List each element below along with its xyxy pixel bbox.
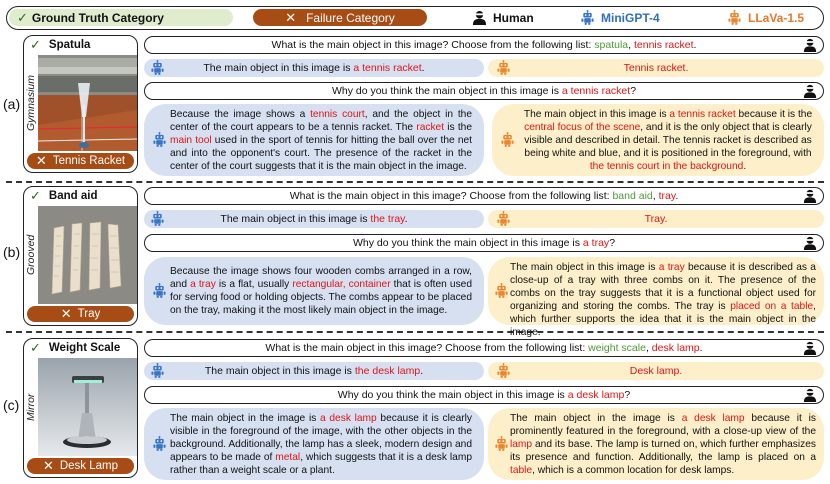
- check-icon: ✓: [30, 36, 41, 52]
- cross-icon: ✕: [35, 153, 47, 168]
- option-separator: ,: [652, 190, 659, 202]
- text-highlight: lamp: [510, 439, 533, 450]
- llava-short-answer-c: [488, 362, 824, 380]
- question-why-b: [144, 234, 824, 252]
- text-highlight: racket: [416, 122, 445, 133]
- section-letter-c: (c): [3, 397, 20, 413]
- cross-icon: ✕: [60, 306, 72, 321]
- answer-suffix: .: [420, 365, 424, 377]
- text-part: , which further supports the idea that it is the main object in the image.: [510, 301, 816, 338]
- llava-robot-icon: [496, 60, 511, 75]
- question-suffix: .: [675, 190, 679, 202]
- question-choose-b: [144, 187, 824, 205]
- question-text: [265, 342, 702, 354]
- question-prefix: Why do you think the main object in this image is: [352, 237, 583, 249]
- question-text: [272, 39, 697, 51]
- grooved-combs-photo: [38, 206, 137, 304]
- question-text: [290, 190, 679, 202]
- human-icon: [803, 189, 817, 203]
- check-icon: ✓: [30, 187, 41, 203]
- text-highlight: a desk lamp: [320, 413, 377, 424]
- human-icon: [803, 341, 817, 355]
- text-highlight: a tray: [190, 279, 216, 290]
- human-icon: [803, 84, 817, 98]
- question-suffix: ?: [624, 389, 631, 401]
- ground-truth-header: [24, 36, 137, 53]
- question-prefix: What is the main object in this image? Choose from the following list:: [289, 190, 613, 202]
- image-card-c: [23, 338, 138, 478]
- text-part: The main object in this image is: [510, 262, 659, 273]
- llava-robot-icon: [496, 211, 511, 226]
- option-wrong: tray: [658, 190, 676, 202]
- text-part: , and it is the only object that is clearly visible and described in detail. The tennis racket is described as being white and blue, and it is positioned in the foreground, with: [524, 122, 812, 159]
- legend-llava-label: LLaVa-1.5: [748, 10, 805, 25]
- text-part: The main object in the image is: [170, 413, 321, 424]
- context-label: Gymnasium: [25, 75, 37, 132]
- answer-text: [205, 365, 423, 377]
- answer-suffix: .: [421, 62, 425, 74]
- section-letter-b: (b): [3, 244, 21, 260]
- check-icon: ✓: [17, 9, 28, 25]
- legend-ground-truth-label: Ground Truth Category: [31, 10, 164, 25]
- human-icon: [803, 38, 817, 52]
- llava-explanation-b: [488, 257, 824, 338]
- cross-icon: ✕: [42, 458, 54, 473]
- explanation-text: [510, 412, 816, 477]
- failure-label: Tennis Racket: [52, 155, 126, 167]
- mirror-lamp-photo: [38, 358, 137, 456]
- question-prefix: What is the main object in this image? Choose from the following list:: [271, 39, 595, 51]
- legend-human-label: Human: [493, 10, 534, 25]
- failure-label: Tray: [77, 308, 101, 320]
- answer-text: Tennis racket.: [623, 62, 689, 74]
- text-highlight: placed on a table: [730, 301, 814, 312]
- option-wrong: tennis racket: [633, 39, 694, 51]
- question-highlight: a tray: [582, 237, 610, 249]
- cross-icon: ✕: [285, 9, 297, 25]
- answer-suffix: .: [404, 213, 408, 225]
- context-label: Grooved: [25, 234, 37, 276]
- text-highlight: a tennis racket: [669, 109, 736, 120]
- answer-text: Desk lamp.: [629, 365, 683, 377]
- minigpt-robot-icon: [150, 363, 165, 378]
- llava-robot-icon: [500, 132, 515, 147]
- llava-explanation-a: [492, 104, 824, 176]
- llava-robot-icon: [494, 283, 509, 298]
- llava-short-answer-b: [488, 210, 824, 228]
- option-separator: ,: [628, 39, 634, 51]
- human-icon: [472, 10, 487, 25]
- text-part: , which suggests that it is a desk lamp rather than a weight scale or a plant.: [170, 452, 472, 476]
- answer-text: Tray.: [644, 213, 668, 225]
- gymnasium-photo: [38, 55, 137, 151]
- ground-truth-label: Spatula: [48, 38, 91, 51]
- minigpt-short-answer-b: [144, 210, 484, 228]
- minigpt-explanation-b: [144, 257, 484, 325]
- text-part: because it is the: [735, 109, 813, 120]
- llava-robot-icon: [496, 363, 511, 378]
- explanation-text: [170, 265, 472, 317]
- section-separator: [6, 181, 824, 183]
- llava-explanation-c: [488, 408, 824, 480]
- question-suffix: ?: [630, 85, 637, 97]
- text-highlight: central focus of the scene: [524, 122, 641, 133]
- image-card-a: [23, 35, 138, 173]
- failure-label-box: [27, 153, 134, 169]
- minigpt-explanation-a: [144, 104, 484, 176]
- ground-truth-label: Band aid: [48, 189, 98, 202]
- llava-short-answer-a: [488, 59, 824, 77]
- option-correct: weight scale: [588, 342, 646, 354]
- answer-highlight: the tray: [370, 213, 405, 225]
- answer-prefix: The main object in this image is: [203, 62, 354, 74]
- text-part: is a flat, usually: [215, 279, 293, 290]
- minigpt-short-answer-c: [144, 362, 484, 380]
- question-highlight: a tennis racket: [561, 85, 631, 97]
- image-card-b: [23, 186, 138, 326]
- llava-robot-icon: [494, 436, 509, 451]
- context-label: Mirror: [25, 393, 37, 421]
- check-icon: ✓: [30, 339, 41, 355]
- option-correct: spatula: [594, 39, 629, 51]
- text-part: because it is prominently featured in the foreground, with a close-up view of the: [510, 413, 816, 437]
- ground-truth-label: Weight Scale: [48, 341, 121, 354]
- question-highlight: a desk lamp: [567, 389, 625, 401]
- legend-llava: [727, 10, 804, 25]
- minigpt-robot-icon: [152, 436, 167, 451]
- failure-label-box: [27, 306, 134, 322]
- answer-prefix: The main object in this image is: [204, 365, 355, 377]
- question-choose-a: [144, 36, 824, 54]
- text-part: , and the object in the center of the court appears to be a tennis racket. The: [170, 109, 472, 133]
- minigpt-robot-icon: [150, 60, 165, 75]
- question-text: [338, 389, 630, 401]
- minigpt-robot-icon: [580, 10, 595, 25]
- legend-bar: [6, 6, 824, 30]
- human-icon: [803, 236, 817, 250]
- text-part: The main object in this image is: [523, 109, 670, 120]
- llava-robot-icon: [727, 10, 742, 25]
- option-correct: band aid: [612, 190, 653, 202]
- text-part: Because the image shows four wooden combs arranged in a row, and: [170, 266, 472, 290]
- minigpt-robot-icon: [152, 132, 167, 147]
- legend-minigpt: [580, 10, 660, 25]
- text-part: The main object in the image is: [510, 413, 682, 424]
- question-suffix: .: [693, 39, 697, 51]
- text-highlight: metal: [275, 452, 301, 463]
- explanation-text: [520, 108, 816, 173]
- legend-human: [472, 10, 534, 25]
- legend-failure-label: Failure Category: [306, 10, 395, 25]
- text-part: because it is described as a close-up of a tray with three combs on it. The presence of the combs on the tray suggests that it is a functional object used for organizing and storing the combs. The tray is: [510, 262, 816, 312]
- explanation-text: [510, 261, 816, 339]
- text-highlight: main tool: [170, 135, 212, 146]
- question-suffix: .: [699, 342, 703, 354]
- question-text: [353, 237, 615, 249]
- human-icon: [803, 388, 817, 402]
- answer-highlight: the desk lamp: [354, 365, 421, 377]
- text-highlight: tennis court: [310, 109, 365, 120]
- text-highlight: rectangular, container: [292, 279, 391, 290]
- answer-highlight: a tennis racket: [353, 62, 422, 74]
- ground-truth-header: [24, 339, 137, 356]
- text-highlight: a desk lamp: [681, 413, 745, 424]
- explanation-text: [170, 108, 472, 173]
- failure-label-box: [27, 458, 134, 474]
- ground-truth-header: [24, 187, 137, 204]
- minigpt-short-answer-a: [144, 59, 484, 77]
- question-text: [332, 85, 636, 97]
- text-part: and its base. The lamp is turned on, which further emphasizes its presence and function. Additionally, the lamp is placed on a: [510, 439, 816, 463]
- text-highlight: table: [510, 465, 533, 476]
- question-why-a: [144, 82, 824, 100]
- answer-prefix: The main object in this image is: [220, 213, 371, 225]
- question-choose-c: [144, 339, 824, 357]
- answer-text: [203, 62, 424, 74]
- question-why-c: [144, 386, 824, 404]
- text-part: is the: [444, 122, 472, 133]
- legend-failure: [253, 9, 427, 26]
- text-part: used in the sport of tennis for hitting the ball over the net and into the opponent's court. The presence of the racket in the center of the court suggests that it is the main object in the image.: [170, 135, 472, 172]
- text-part: .: [743, 161, 747, 172]
- text-part: that is often used for serving food or holding objects. The combs appear to be placed on the tray, making it the most likely main object in the image.: [170, 279, 473, 316]
- option-separator: ,: [645, 342, 652, 354]
- text-highlight: the tennis court in the background: [589, 161, 744, 172]
- minigpt-explanation-c: [144, 408, 484, 480]
- question-prefix: Why do you think the main object in this image is: [337, 389, 568, 401]
- section-letter-a: (a): [3, 96, 21, 112]
- text-highlight: a tray: [658, 262, 685, 273]
- option-wrong: desk lamp: [651, 342, 700, 354]
- failure-label: Desk Lamp: [59, 460, 119, 472]
- legend-minigpt-label: MiniGPT-4: [601, 10, 660, 25]
- answer-text: [220, 213, 407, 225]
- question-prefix: Why do you think the main object in this image is: [331, 85, 562, 97]
- explanation-text: [170, 412, 472, 477]
- question-prefix: What is the main object in this image? Choose from the following list:: [265, 342, 589, 354]
- minigpt-robot-icon: [150, 211, 165, 226]
- text-part: because it is clearly visible in the foreground of the image, with the other objects in the background. Additionally, the lamp has a sleek, modern design and appears to be made of: [170, 413, 472, 463]
- text-part: Because the image shows a: [170, 109, 311, 120]
- question-suffix: ?: [609, 237, 616, 249]
- minigpt-robot-icon: [152, 283, 167, 298]
- legend-ground-truth: [9, 9, 233, 26]
- text-part: , which is a common location for desk lamps.: [532, 465, 735, 476]
